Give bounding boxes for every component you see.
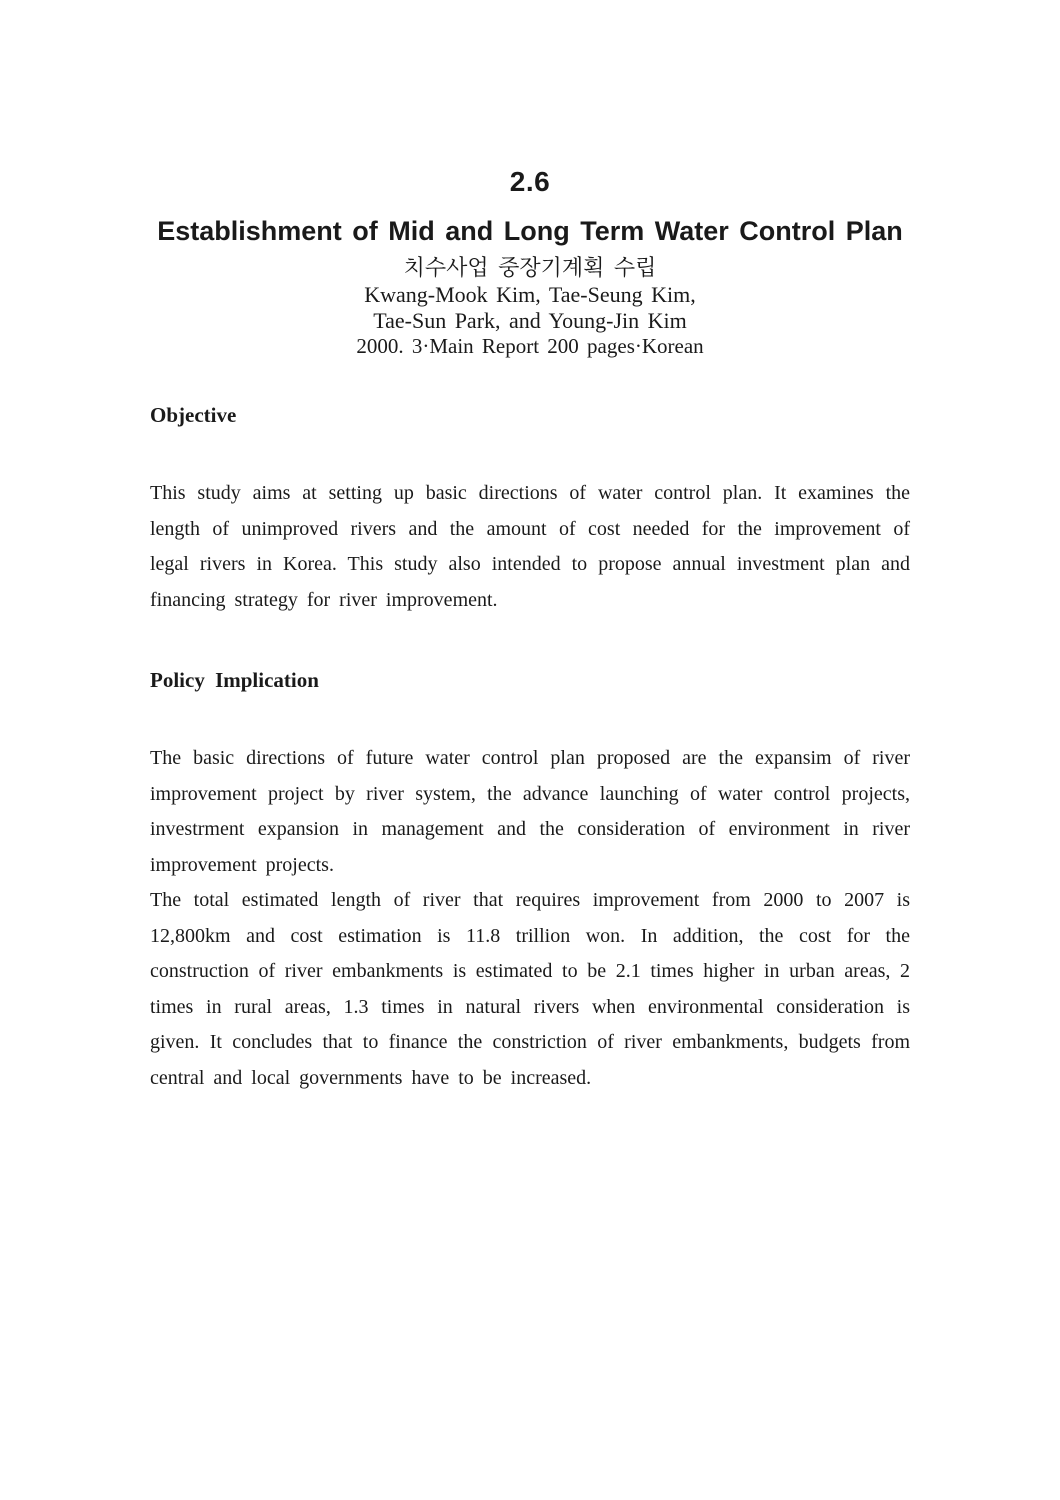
- document-header: [150, 0, 910, 359]
- section-policy-implication: [150, 668, 910, 1096]
- document-title-korean: 치수사업 중장기계획 수립: [403, 255, 657, 280]
- document-title: Establishment of Mid and Long Term Water Control Plan: [157, 216, 903, 246]
- authors-line-1: Kwang-Mook Kim, Tae-Seung Kim,: [364, 282, 696, 307]
- section-number: 2.6: [509, 166, 551, 197]
- objective-heading: Objective: [150, 403, 237, 427]
- policy-paragraph-1: The basic directions of future water control plan proposed are the expansim of river improvement project by river system, the advance launching of water control projects, investrment expansion in management and the consideration of environment in river improvement projects.: [150, 747, 910, 876]
- publication-info: 2000. 3·Main Report 200 pages·Korean: [356, 334, 704, 358]
- objective-paragraph: This study aims at setting up basic directions of water control plan. It examines the length of unimproved rivers and the amount of cost needed for the improvement of legal rivers in Korea. This study also intended to propose annual investment plan and financing strategy for river improvement.: [150, 482, 910, 611]
- policy-implication-heading: Policy Implication: [150, 668, 319, 692]
- authors-line-2: Tae-Sun Park, and Young-Jin Kim: [373, 308, 687, 333]
- policy-paragraph-2: The total estimated length of river that requires improvement from 2000 to 2007 is 12,800km and cost estimation is 11.8 trillion won. In addition, the cost for the construction of river embankments is estimated to be 2.1 times higher in urban areas, 2 times in rural areas, 1.3 times in natural rivers when environmental consideration is given. It concludes that to finance the constriction of river embankments, budgets from central and local governments have to be increased.: [150, 889, 910, 1089]
- section-objective: [150, 403, 910, 618]
